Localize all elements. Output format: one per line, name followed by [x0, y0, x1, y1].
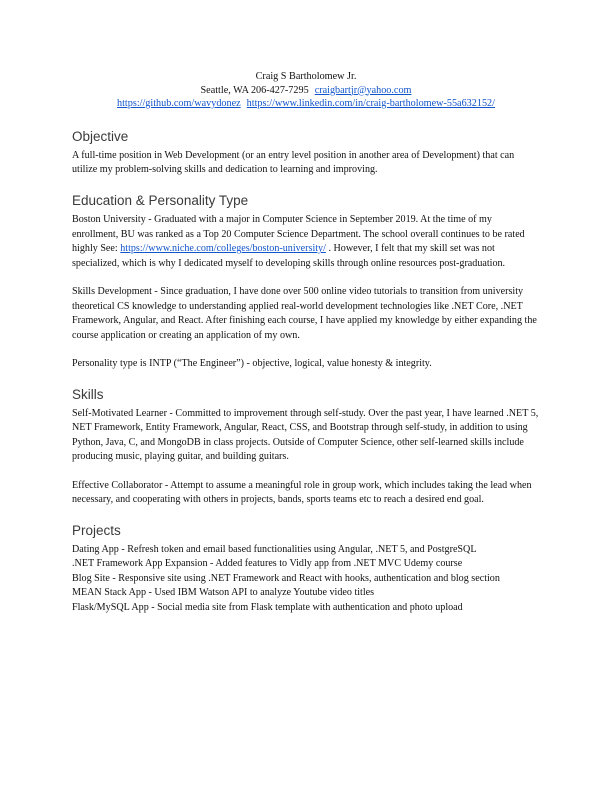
self-motivated-paragraph: Self-Motivated Learner - Committed to improvement through self-study. Over the past year, I have learned .NET 5, NET Framework, Entity Framework, Angular, React, CSS, and Bootstrap through self-study, in addition to using Python, Java, C, and MongoDB in class projects. Outside of Computer Science, other self-learned skills include producing music, playing guitar, and building guitars.	[72, 407, 539, 462]
objective-heading: Objective	[72, 128, 129, 144]
boston-university-paragraph	[72, 213, 540, 271]
education-section	[72, 192, 540, 371]
location-phone: Seattle, WA 206-427-7295	[200, 84, 309, 96]
skills-heading: Skills	[72, 386, 104, 402]
project-list	[72, 543, 540, 616]
collaborator-paragraph: Effective Collaborator - Attempt to assume a meaningful role in group work, which includes taking the lead when necessary, and cooperating with others in projects, bands, sports teams etc to reach a desired end goal.	[72, 479, 532, 506]
project-item: MEAN Stack App - Used IBM Watson API to analyze Youtube video titles	[72, 587, 375, 599]
email-link[interactable]: craigbartjr@yahoo.com	[314, 84, 412, 96]
projects-heading: Projects	[72, 522, 121, 538]
resume-page	[72, 70, 540, 616]
projects-section	[72, 522, 540, 616]
profile-links	[72, 97, 540, 111]
objective-text: A full-time position in Web Development (or an entry level position in another area of Development) that can utilize my problem-solving skills and dedication to learning and improving.	[72, 149, 515, 175]
project-item: Flask/MySQL App - Social media site from Flask template with authentication and photo upload	[72, 601, 463, 613]
github-link[interactable]: https://github.com/wavydonez	[117, 98, 241, 109]
education-heading: Education & Personality Type	[72, 193, 249, 209]
linkedin-link[interactable]: https://www.linkedin.com/in/craig-bartholomew-55a632152/	[246, 98, 495, 109]
objective-section	[72, 128, 540, 178]
boston-text-after: . However, I felt that my skill set was not specialized, which is why I dedicated myself to developing skills through online resources post-graduation.	[72, 243, 506, 269]
project-item: Dating App - Refresh token and email based functionalities using Angular, .NET 5, and PostgreSQL	[72, 543, 477, 555]
project-item: .NET Framework App Expansion - Added features to Vidly app from .NET MVC Udemy course	[72, 558, 463, 570]
candidate-name: Craig S Bartholomew Jr.	[255, 71, 357, 82]
niche-link[interactable]: https://www.niche.com/colleges/boston-university/	[120, 243, 326, 255]
project-item: Blog Site - Responsive site using .NET Framework and React with hooks, authentication and blog section	[72, 572, 500, 584]
skills-development-paragraph: Skills Development - Since graduation, I have done over 500 online video tutorials to transition from university theoretical CS knowledge to understanding applied real-world development technologies like .NET Core, .NET Framework, Angular, and React. After finishing each course, I have applied my knowledge by either expanding the course application or creating an application of my own.	[72, 286, 537, 341]
resume-header	[72, 70, 540, 111]
skills-section	[72, 386, 540, 508]
contact-line	[72, 84, 540, 98]
boston-text-before: Boston University - Graduated with a major in Computer Science in September 2019. At the time of my enrollment, BU was ranked as a Top 20 Computer Science Department. The school overall continues to be rated highly See:	[72, 214, 525, 255]
personality-paragraph: Personality type is INTP (“The Engineer”) - objective, logical, value honesty & integrity.	[72, 358, 432, 370]
